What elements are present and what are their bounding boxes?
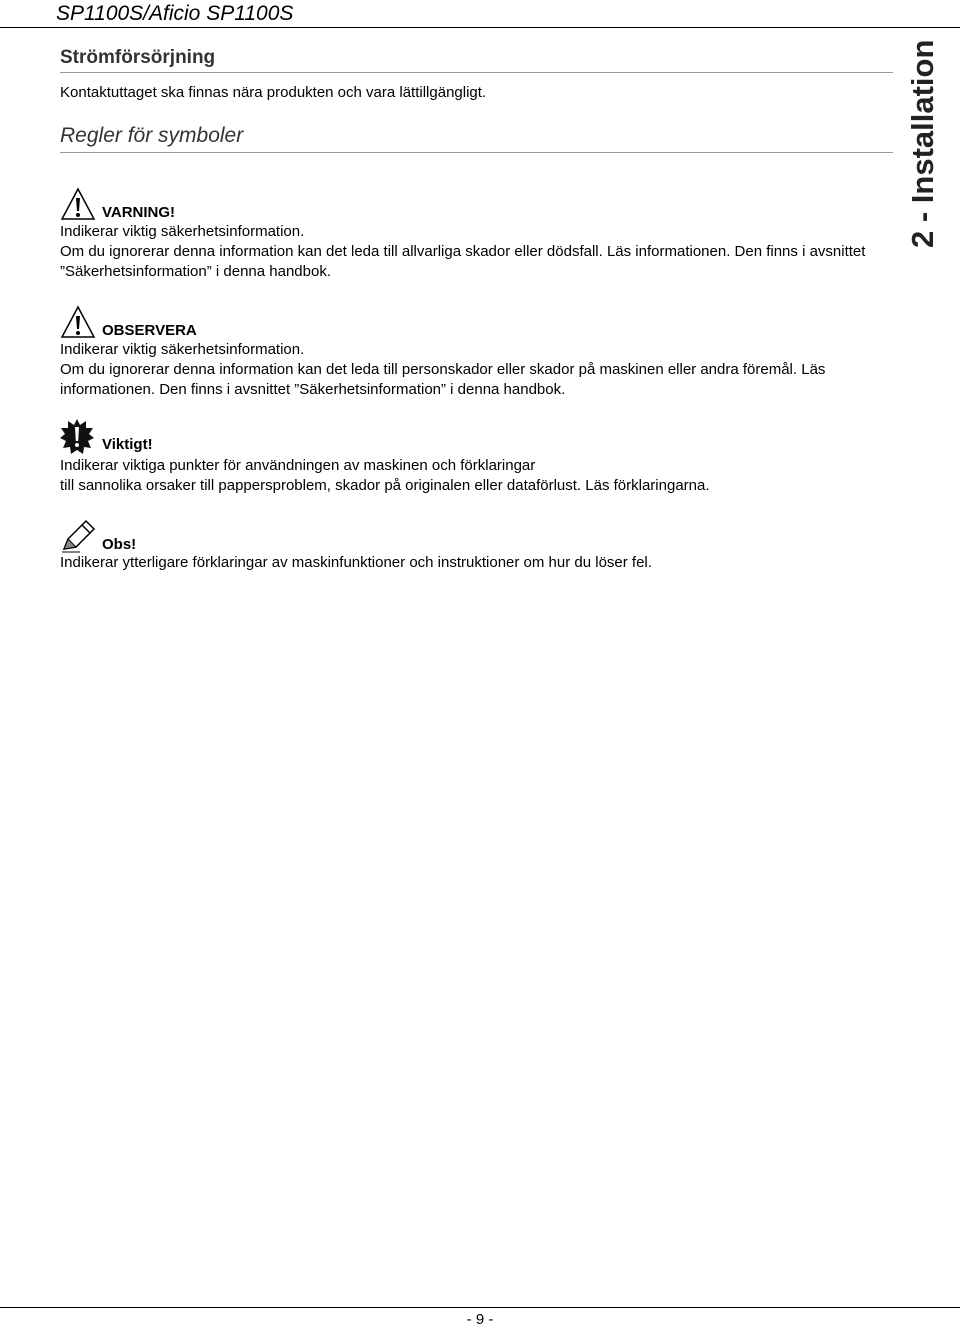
- important-heading: [60, 419, 260, 453]
- page-number: - 9 -: [466, 1311, 494, 1328]
- power-text: Kontaktuttaget ska finnas nära produkten och vara lättillgängligt.: [60, 84, 487, 101]
- header-divider: [0, 27, 960, 28]
- important-text-2: till sannolika orsaker till pappersproblem, skador på originalen eller dataförlust. Läs förklaringarna.: [60, 477, 710, 494]
- section-title-power: Strömförsörjning: [60, 47, 216, 68]
- caution-triangle-icon: [60, 305, 96, 344]
- important-burst-icon: [60, 419, 94, 460]
- caution-heading: [60, 305, 280, 339]
- important-label: Viktigt!: [102, 436, 153, 453]
- warning-heading: [60, 187, 260, 221]
- caution-text-2: Om du ignorerar denna information kan det leda till personskador eller skador på maskinen eller andra föremål. Läs informationen. Den finns i avsnittet ”Säkerhetsinformation” i denna handbok.: [60, 361, 826, 398]
- section-divider: [60, 72, 893, 73]
- note-label: Obs!: [102, 536, 137, 553]
- document-title: SP1100S/Aficio SP1100S: [56, 2, 294, 25]
- important-text-1: Indikerar viktiga punkter för användningen av maskinen och förklaringar: [60, 457, 536, 474]
- warning-text-1: Indikerar viktig säkerhetsinformation.: [60, 223, 305, 240]
- note-text: Indikerar ytterligare förklaringar av maskinfunktioner och instruktioner om hur du löser fel.: [60, 554, 652, 571]
- section-title-symbols: Regler för symboler: [60, 124, 244, 147]
- chapter-side-tab: 2 - Installation: [905, 39, 940, 248]
- warning-text-2: Om du ignorerar denna information kan det leda till allvarliga skador eller dödsfall. Läs informationen. Den finns i avsnittet ”Säkerhetsinformation” i denna handbok.: [60, 243, 866, 280]
- caution-text-1: Indikerar viktig säkerhetsinformation.: [60, 341, 305, 358]
- section-divider: [60, 152, 893, 153]
- caution-label: OBSERVERA: [102, 322, 197, 339]
- footer-divider: [0, 1307, 960, 1308]
- warning-label: VARNING!: [102, 204, 176, 221]
- note-heading: [60, 519, 260, 553]
- warning-triangle-icon: [60, 187, 96, 226]
